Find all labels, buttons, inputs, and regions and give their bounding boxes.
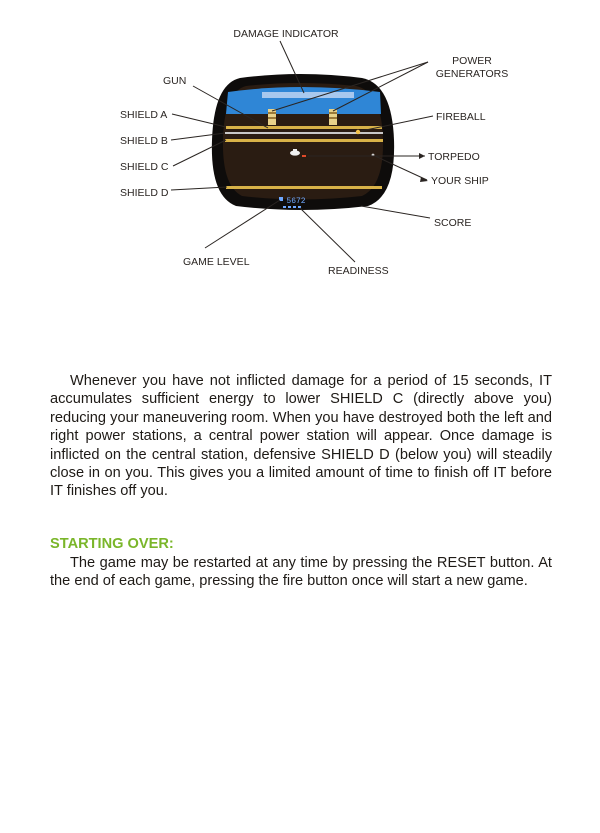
label-readiness: READINESS	[328, 265, 389, 277]
label-game-level: GAME LEVEL	[183, 256, 250, 268]
torpedo	[302, 155, 306, 157]
damage-indicator-bar	[262, 92, 354, 98]
shield-d-leader	[171, 187, 227, 190]
body-paragraph: Whenever you have not inflicted damage for a period of 15 seconds, IT accumulates sufficient energy to lower SHIELD C (directly above you) reducing your maneuvering room. When you have destroyed both the left and right power stations, a central power station will appear. Once damage is inflicted on the central station, defensive SHIELD D (below you) will steadily close in on you. This gives you a limited amount of time to finish off IT before IT finishes off you.	[50, 373, 552, 500]
label-power-line1: POWER	[452, 55, 492, 67]
torpedo-arrowhead	[419, 153, 425, 159]
score-leader	[361, 206, 430, 218]
label-gun: GUN	[163, 75, 187, 87]
label-power-line2: GENERATORS	[435, 68, 509, 80]
label-torpedo: TORPEDO	[428, 151, 480, 163]
label-shield-d: SHIELD D	[120, 187, 169, 199]
shield-c-line	[225, 139, 383, 142]
readiness-leader	[300, 208, 355, 262]
shield-d-line	[226, 186, 382, 189]
power-generator-left	[268, 109, 276, 125]
label-damage-indicator: DAMAGE INDICATOR	[233, 28, 339, 40]
game-level-leader	[205, 200, 280, 248]
game-screen-diagram	[0, 0, 600, 290]
label-score: SCORE	[434, 217, 472, 229]
label-your-ship: YOUR SHIP	[431, 175, 489, 187]
screen-score: 5672	[286, 197, 306, 206]
shield-a-line	[226, 126, 382, 129]
label-shield-c: SHIELD C	[120, 161, 169, 173]
power-generator-right	[329, 109, 337, 125]
starting-over-heading: STARTING OVER:	[50, 536, 174, 552]
fireball	[356, 130, 360, 134]
label-shield-a: SHIELD A	[120, 109, 168, 121]
starting-over-text: The game may be restarted at any time by pressing the RESET button. At the end of each game, pressing the fire button once will start a new game.	[50, 555, 552, 590]
label-fireball: FIREBALL	[436, 111, 486, 123]
label-shield-b: SHIELD B	[120, 135, 168, 147]
